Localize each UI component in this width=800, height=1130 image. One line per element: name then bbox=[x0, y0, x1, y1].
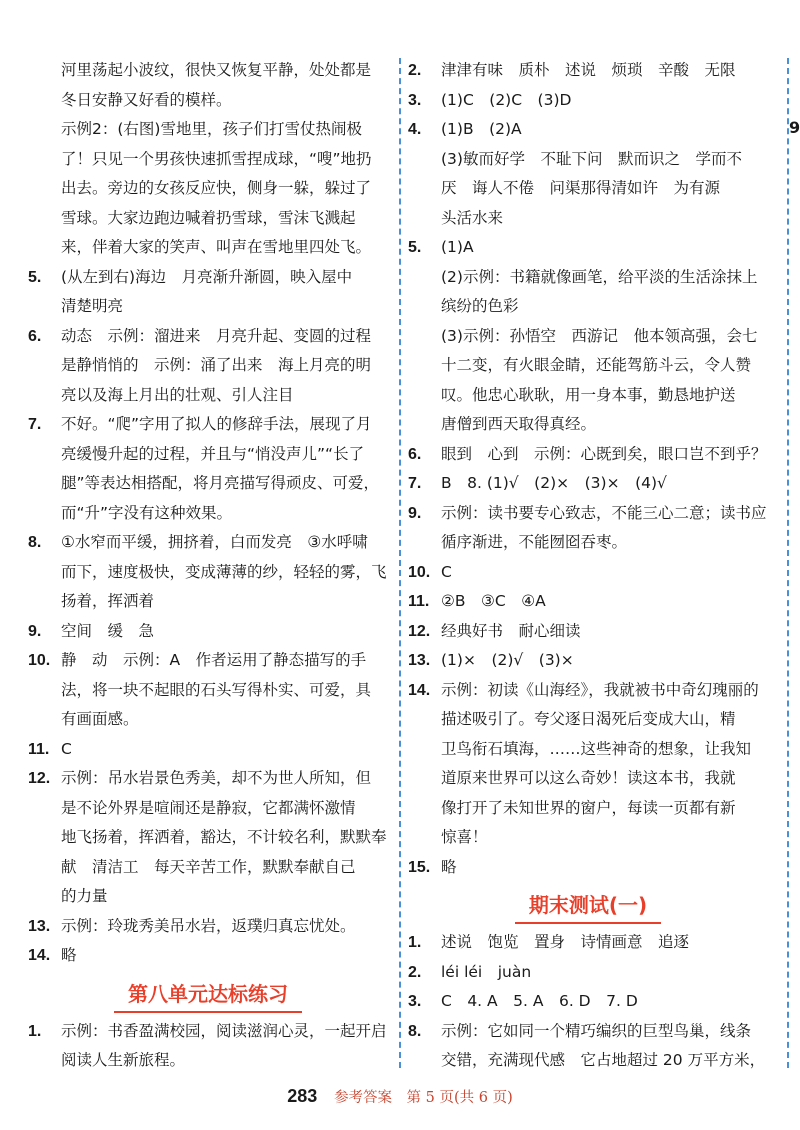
answer-line: 地飞扬着，挥洒着，豁达，不计较名利，默默奉 bbox=[61, 828, 387, 846]
answer-number: 1. bbox=[28, 1022, 42, 1040]
answer-item bbox=[408, 322, 768, 440]
answer-line: (1)A bbox=[441, 238, 474, 256]
answer-line: 扬着，挥洒着 bbox=[61, 592, 155, 610]
answer-text bbox=[441, 56, 768, 86]
answer-number: 9. bbox=[408, 504, 422, 522]
answer-number: 14. bbox=[408, 681, 431, 699]
answer-text bbox=[61, 410, 388, 528]
answer-line: (2)示例：书籍就像画笔，给平淡的生活涂抹上 bbox=[441, 267, 758, 286]
answer-line: 示例：读书要专心致志，不能三心二意；读书应 bbox=[441, 503, 767, 522]
answer-item bbox=[28, 646, 388, 735]
answer-line: C bbox=[441, 562, 452, 581]
page-footer bbox=[0, 1086, 800, 1107]
answer-line: 交错，充满现代感 它占地超过 20 万平方米， bbox=[441, 1051, 766, 1069]
answer-text bbox=[441, 853, 768, 883]
page-number: 283 bbox=[287, 1086, 318, 1106]
answer-item bbox=[408, 558, 768, 588]
answer-text bbox=[441, 617, 768, 647]
answer-line: 叹。他忠心耿耿，用一身本事，勤恳地护送 bbox=[441, 385, 736, 404]
answer-line: 唐僧到西天取得真经。 bbox=[441, 415, 597, 433]
answer-line: 是不论外界是喧闹还是静寂，它都满怀激情 bbox=[61, 798, 356, 817]
answer-item bbox=[408, 56, 768, 86]
answer-text bbox=[61, 764, 388, 912]
answer-line: B 8. (1)√ (2)× (3)× (4)√ bbox=[441, 474, 667, 492]
answer-item bbox=[408, 987, 768, 1017]
answer-text bbox=[441, 928, 768, 958]
answer-line: 示例：书香盈满校园，阅读滋润心灵，一起开启 bbox=[61, 1021, 387, 1040]
answer-line: 而“升”字没有这种效果。 bbox=[61, 503, 233, 522]
answer-line: 的力量 bbox=[61, 887, 108, 905]
answer-text bbox=[441, 499, 768, 558]
answer-line: 示例：它如同一个精巧编织的巨型鸟巢，线条 bbox=[441, 1021, 752, 1040]
answer-line: 惊喜！ bbox=[441, 828, 488, 846]
answer-number bbox=[28, 56, 61, 115]
answer-item bbox=[408, 617, 768, 647]
answer-number: 2. bbox=[408, 963, 422, 981]
answer-line: 像打开了未知世界的窗户，每读一页都有新 bbox=[441, 798, 736, 817]
answer-text bbox=[61, 56, 388, 115]
answer-item bbox=[408, 440, 768, 470]
answer-line: 雪球。大家边跑边喊着扔雪球，雪沫飞溅起 bbox=[61, 208, 356, 227]
answer-line: 略 bbox=[441, 857, 457, 876]
edge-page-mark: 9 bbox=[789, 118, 800, 137]
answer-line: (3)敏而好学 不耻下问 默而识之 学而不 bbox=[441, 149, 742, 168]
answer-line: 循序渐进，不能囫囵吞枣。 bbox=[441, 533, 628, 551]
answer-line: 示例：玲珑秀美吊水岩，返璞归真忘忧处。 bbox=[61, 916, 356, 935]
answer-line: 出去。旁边的女孩反应快，侧身一躲，躲过了 bbox=[61, 179, 372, 197]
answer-line: 卫鸟衔石填海，……这些神奇的想象，让我知 bbox=[441, 739, 752, 758]
answer-line: 有画面感。 bbox=[61, 710, 139, 728]
answer-line: 眼到 心到 示例：心既到矣，眼口岂不到乎？ bbox=[441, 444, 767, 463]
answer-line: 缤纷的色彩 bbox=[441, 297, 519, 315]
answer-number: 10. bbox=[408, 563, 431, 581]
answer-item bbox=[408, 469, 768, 499]
answer-item bbox=[28, 410, 388, 528]
answer-item bbox=[408, 853, 768, 883]
answer-item bbox=[28, 912, 388, 942]
answer-number bbox=[408, 263, 441, 322]
answer-text bbox=[61, 912, 388, 942]
right-cut-line bbox=[787, 58, 789, 1068]
answer-text bbox=[441, 587, 768, 617]
answer-text bbox=[61, 528, 388, 617]
answer-line: (3)示例：孙悟空 西游记 他本领高强，会七 bbox=[441, 326, 758, 345]
answer-line: 了！只见一个男孩快速抓雪捏成球，“嗖”地扔 bbox=[61, 149, 372, 168]
answer-line: (1)× (2)√ (3)× bbox=[441, 651, 574, 669]
final-test-section-title: 期末测试(一) bbox=[408, 888, 768, 924]
answer-number: 6. bbox=[28, 327, 42, 345]
answer-line: ②B ③C ④A bbox=[441, 592, 546, 610]
answer-number: 15. bbox=[408, 858, 431, 876]
answer-number: 8. bbox=[408, 1022, 422, 1040]
answer-line: (1)C (2)C (3)D bbox=[441, 90, 572, 109]
answer-line: 经典好书 耐心细读 bbox=[441, 621, 581, 640]
answer-number bbox=[28, 115, 61, 263]
answer-line: 亮以及海上月出的壮观、引人注目 bbox=[61, 385, 294, 404]
answer-line: C 4. A 5. A 6. D 7. D bbox=[441, 992, 638, 1010]
answer-text bbox=[441, 958, 768, 988]
answer-line: 示例2：(右图)雪地里，孩子们打雪仗热闹极 bbox=[61, 120, 362, 138]
answer-number: 9. bbox=[28, 622, 42, 640]
right-column bbox=[408, 56, 768, 1076]
answer-line: 阅读人生新旅程。 bbox=[61, 1051, 186, 1069]
answer-line: 动态 示例：溜进来 月亮升起、变圆的过程 bbox=[61, 326, 372, 345]
answer-text bbox=[441, 646, 768, 676]
answer-line: 而下，速度极快，变成薄薄的纱，轻轻的雾，飞 bbox=[61, 562, 387, 581]
answer-line: (从左到右)海边 月亮渐升渐圆，映入屋中 bbox=[61, 267, 353, 286]
answer-line: (1)B (2)A bbox=[441, 120, 522, 138]
footer-label: 参考答案 第 5 页(共 6 页) bbox=[334, 1090, 513, 1106]
answer-text bbox=[441, 233, 768, 263]
answer-number: 11. bbox=[408, 593, 430, 610]
answer-line: 静 动 示例：A 作者运用了静态描写的手 bbox=[61, 651, 367, 669]
answer-text bbox=[441, 322, 768, 440]
answer-item bbox=[408, 587, 768, 617]
answer-line: 清楚明亮 bbox=[61, 297, 124, 315]
answer-line: léi léi juàn bbox=[441, 962, 532, 981]
answer-number: 3. bbox=[408, 91, 422, 109]
answer-line: 河里荡起小波纹，很快又恢复平静，处处都是 bbox=[61, 61, 372, 79]
answer-line: 不好。“爬”字用了拟人的修辞手法，展现了月 bbox=[61, 415, 372, 433]
answer-text bbox=[441, 987, 768, 1017]
answer-number: 12. bbox=[408, 622, 431, 640]
answer-text bbox=[441, 263, 768, 322]
answer-line: 空间 缓 急 bbox=[61, 621, 155, 640]
answer-text bbox=[61, 735, 388, 765]
answer-item bbox=[28, 56, 388, 115]
answer-line: 来，伴着大家的笑声、叫声在雪地里四处飞。 bbox=[61, 238, 372, 256]
answer-item bbox=[408, 958, 768, 988]
answer-number: 8. bbox=[28, 534, 42, 551]
answer-text bbox=[61, 646, 388, 735]
answer-number bbox=[408, 322, 441, 440]
answer-number: 11. bbox=[28, 740, 50, 758]
answer-line: 略 bbox=[61, 946, 77, 964]
answer-text bbox=[61, 941, 388, 971]
answer-line: 献 清洁工 每天辛苦工作，默默奉献自己 bbox=[61, 857, 356, 876]
answer-line: C bbox=[61, 739, 72, 758]
answer-text bbox=[61, 322, 388, 411]
answer-line: 法，将一块不起眼的石头写得朴实、可爱，具 bbox=[61, 680, 372, 699]
unit-8-section-title: 第八单元达标练习 bbox=[28, 977, 388, 1013]
answer-text bbox=[441, 558, 768, 588]
answer-item bbox=[28, 115, 388, 263]
answer-text bbox=[441, 115, 768, 145]
answer-number bbox=[408, 145, 441, 234]
answer-line: 厌 诲人不倦 问渠那得清如许 为有源 bbox=[441, 179, 721, 197]
answer-text bbox=[61, 617, 388, 647]
answer-item bbox=[408, 145, 768, 234]
answer-item bbox=[28, 528, 388, 617]
answer-item bbox=[408, 233, 768, 263]
answer-item bbox=[28, 764, 388, 912]
answer-line: 亮缓慢升起的过程，并且与“悄没声儿”“长了 bbox=[61, 444, 365, 463]
answer-item bbox=[28, 941, 388, 971]
answer-text bbox=[441, 145, 768, 234]
answer-line: 示例：吊水岩景色秀美，却不为世人所知，但 bbox=[61, 769, 372, 787]
answer-text bbox=[61, 1017, 388, 1076]
answer-item bbox=[28, 735, 388, 765]
answer-text bbox=[61, 115, 388, 263]
answer-line: 十二变，有火眼金睛，还能驾筋斗云，令人赞 bbox=[441, 356, 752, 374]
answer-number: 12. bbox=[28, 770, 51, 787]
answer-item bbox=[408, 646, 768, 676]
answer-item bbox=[408, 115, 768, 145]
answer-text bbox=[441, 469, 768, 499]
answer-line: 述说 饱览 置身 诗情画意 追逐 bbox=[441, 933, 690, 951]
answer-item bbox=[28, 263, 388, 322]
answer-number: 7. bbox=[408, 475, 422, 492]
answer-text bbox=[61, 263, 388, 322]
answer-line: ①水窄而平缓，拥挤着，白而发亮 ③水呼啸 bbox=[61, 533, 368, 551]
answer-text bbox=[441, 676, 768, 853]
answer-line: 腿”等表达相搭配，将月亮描写得顽皮、可爱， bbox=[61, 474, 380, 492]
answer-number: 14. bbox=[28, 947, 51, 964]
answer-line: 津津有味 质朴 述说 烦琐 辛酸 无限 bbox=[441, 61, 736, 79]
answer-item bbox=[408, 263, 768, 322]
answer-number: 5. bbox=[408, 239, 422, 256]
answer-line: 冬日安静又好看的模样。 bbox=[61, 90, 232, 109]
answer-item bbox=[408, 928, 768, 958]
answer-item bbox=[28, 322, 388, 411]
answer-item bbox=[28, 1017, 388, 1076]
answer-number: 10. bbox=[28, 652, 51, 669]
column-divider bbox=[399, 58, 401, 1068]
answer-number: 7. bbox=[28, 416, 42, 433]
answer-line: 道原来世界可以这么奇妙！读这本书，我就 bbox=[441, 769, 736, 787]
answer-number: 1. bbox=[408, 934, 422, 951]
answer-number: 4. bbox=[408, 121, 422, 138]
answer-number: 13. bbox=[28, 917, 51, 935]
answer-item bbox=[408, 86, 768, 116]
answer-text bbox=[441, 1017, 768, 1076]
answer-number: 3. bbox=[408, 993, 422, 1010]
answer-number: 6. bbox=[408, 445, 422, 463]
answer-item bbox=[408, 1017, 768, 1076]
answer-text bbox=[441, 440, 768, 470]
answer-item bbox=[28, 617, 388, 647]
answer-line: 示例：初读《山海经》，我就被书中奇幻瑰丽的 bbox=[441, 680, 759, 699]
answer-item bbox=[408, 499, 768, 558]
answer-number: 2. bbox=[408, 62, 422, 79]
answer-item bbox=[408, 676, 768, 853]
answer-text bbox=[441, 86, 768, 116]
answer-number: 5. bbox=[28, 268, 42, 286]
answer-line: 描述吸引了。夸父逐日渴死后变成大山，精 bbox=[441, 710, 736, 728]
left-column bbox=[28, 56, 388, 1076]
answer-line: 是静悄悄的 示例：涌了出来 海上月亮的明 bbox=[61, 356, 372, 374]
answer-number: 13. bbox=[408, 652, 431, 669]
answer-line: 头活水来 bbox=[441, 208, 504, 227]
